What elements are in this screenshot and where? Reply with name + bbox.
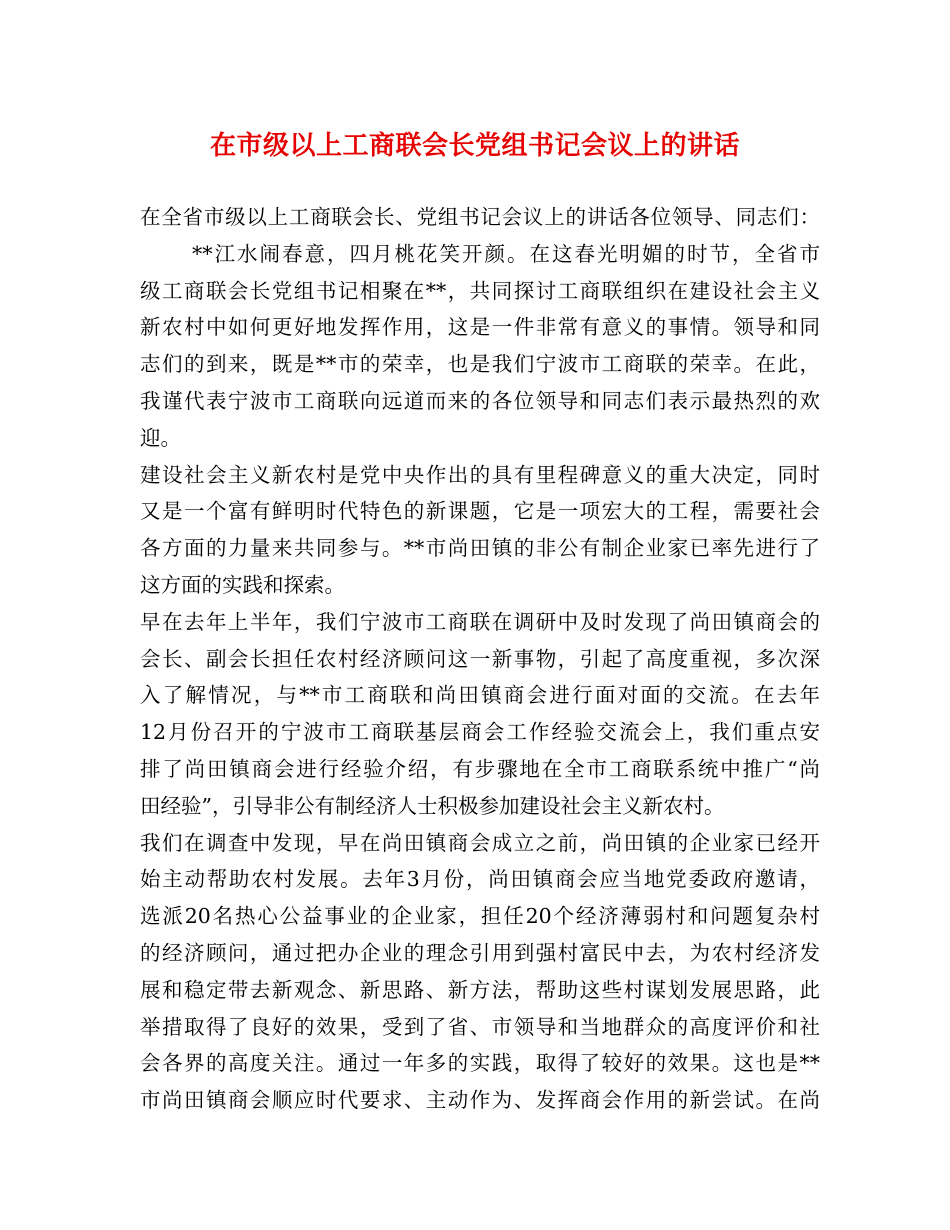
text-line: 排了尚田镇商会进行经验介绍，有步骤地在全市工商联系统中推广“尚 xyxy=(140,756,820,781)
text-line: 市尚田镇商会顺应时代要求、主动作为、发挥商会作用的新尝试。在尚 xyxy=(140,1088,820,1113)
text-line: 始主动帮助农村发展。去年3月份，尚田镇商会应当地党委政府邀请， xyxy=(140,867,820,892)
document-title: 在市级以上工商联会长党组书记会议上的讲话 xyxy=(209,131,740,161)
document-body xyxy=(140,199,820,1119)
text-line: 会长、副会长担任农村经济顾问这一新事物，引起了高度重视，多次深 xyxy=(140,646,820,671)
text-line: 12月份召开的宁波市工商联基层商会工作经验交流会上，我们重点安 xyxy=(140,720,820,745)
text-line: 会各界的高度关注。通过一年多的实践，取得了较好的效果。这也是** xyxy=(140,1051,820,1076)
text-line: 举措取得了良好的效果，受到了省、市领导和当地群众的高度评价和社 xyxy=(140,1014,820,1039)
text-line: 各方面的力量来共同参与。**市尚田镇的非公有制企业家已率先进行了 xyxy=(140,536,820,561)
text-line: 我谨代表宁波市工商联向远道而来的各位领导和同志们表示最热烈的欢 xyxy=(140,388,820,413)
text-line: 入了解情况，与**市工商联和尚田镇商会进行面对面的交流。在去年 xyxy=(140,683,820,708)
text-line: 选派20名热心公益事业的企业家，担任20个经济薄弱村和问题复杂村 xyxy=(140,904,820,929)
text-line: 田经验”，引导非公有制经济人士积极参加建设社会主义新农村。 xyxy=(140,793,725,818)
text-line: 建设社会主义新农村是党中央作出的具有里程碑意义的重大决定，同时 xyxy=(140,462,820,487)
text-line: **江水闹春意，四月桃花笑开颜。在这春光明媚的时节，全省市 xyxy=(192,241,820,266)
text-line: 这方面的实践和探索。 xyxy=(140,572,345,597)
text-line: 早在去年上半年，我们宁波市工商联在调研中及时发现了尚田镇商会的 xyxy=(140,609,820,634)
text-line: 在全省市级以上工商联会长、党组书记会议上的讲话各位领导、同志们： xyxy=(140,205,820,229)
text-line: 级工商联会长党组书记相聚在**，共同探讨工商联组织在建设社会主义 xyxy=(140,278,820,303)
text-line: 迎。 xyxy=(140,425,181,450)
text-line: 展和稳定带去新观念、新思路、新方法，帮助这些村谋划发展思路，此 xyxy=(140,977,820,1002)
text-line: 的经济顾问，通过把办企业的理念引用到强村富民中去，为农村经济发 xyxy=(140,940,820,965)
text-line: 新农村中如何更好地发挥作用，这是一件非常有意义的事情。领导和同 xyxy=(140,315,820,340)
text-line: 我们在调查中发现，早在尚田镇商会成立之前，尚田镇的企业家已经开 xyxy=(140,830,820,855)
text-line: 志们的到来，既是**市的荣幸，也是我们宁波市工商联的荣幸。在此， xyxy=(140,352,820,377)
text-line: 又是一个富有鲜明时代特色的新课题，它是一项宏大的工程，需要社会 xyxy=(140,499,820,524)
